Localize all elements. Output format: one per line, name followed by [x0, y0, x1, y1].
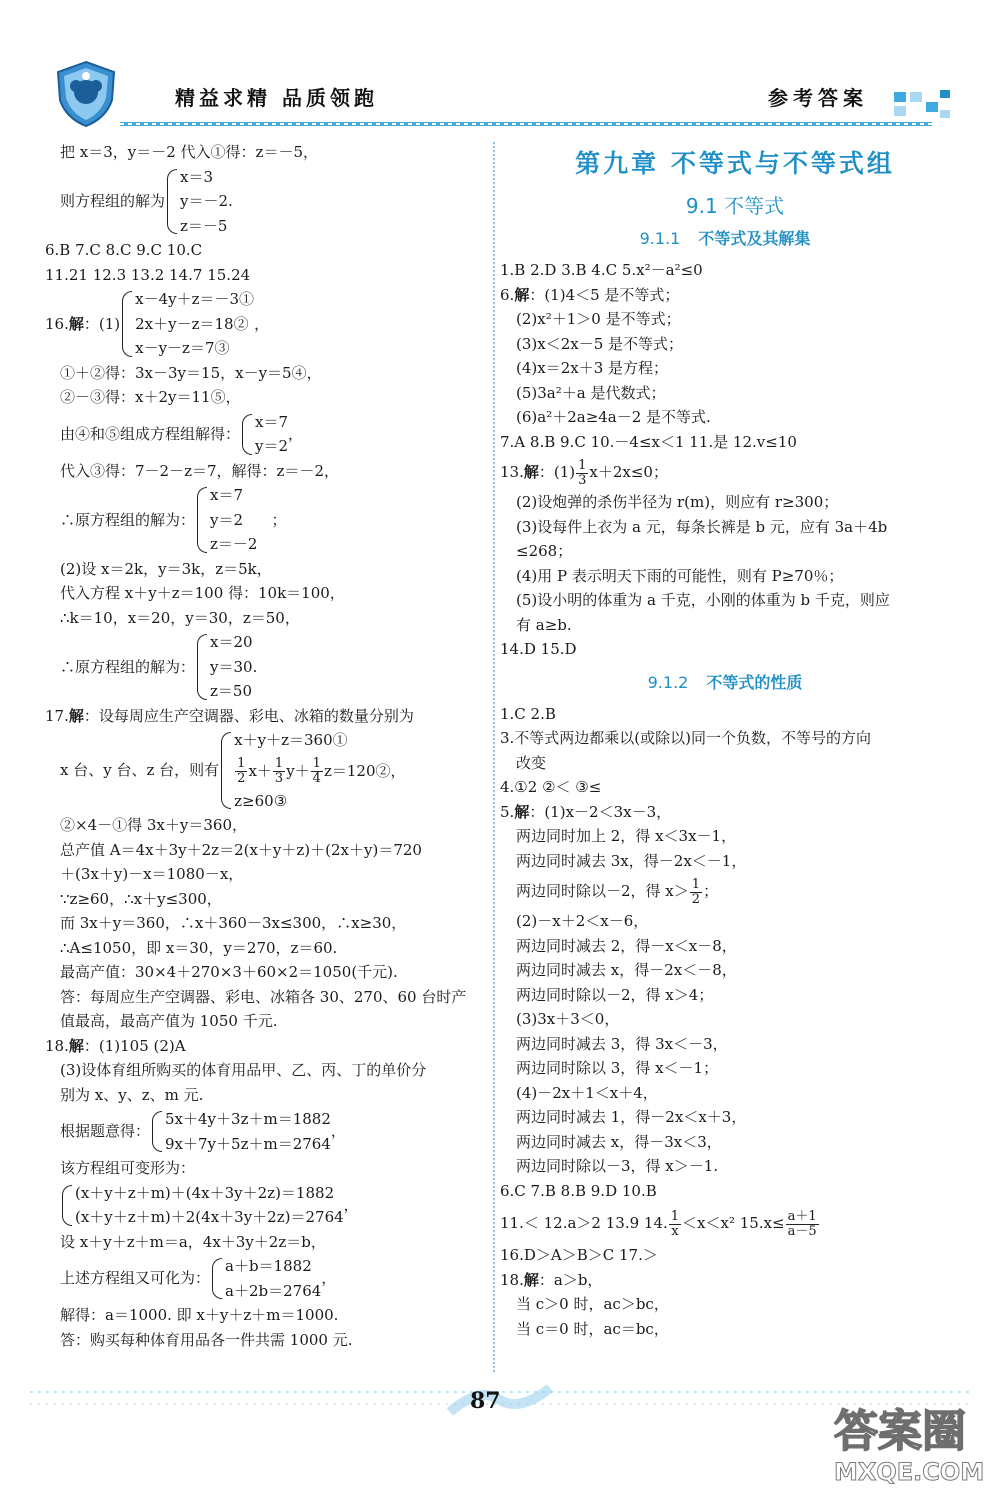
system-label: ∴原方程组的解为：: [60, 510, 196, 529]
text-line: ①＋②得：3x－3y＝15，x－y＝5④，: [60, 363, 322, 382]
system-line: a＋2b＝2764: [225, 1281, 322, 1300]
fraction: [273, 757, 285, 786]
text-line: 两边同时除以－3，得 x＞－1.: [516, 1157, 719, 1175]
text-line: 6.B 7.C 8.C 9.C 10.C: [45, 241, 203, 259]
system-line: 5x＋4y＋3z＋m＝1882: [165, 1110, 331, 1128]
text-span: ：a＞b，: [538, 1270, 603, 1289]
text-line: 两边同时减去 2，得－x＜x－8，: [516, 936, 737, 955]
section-title: 9.1 不等式: [685, 194, 785, 218]
left-brace-icon: [122, 291, 132, 357]
solve-label: 解: [523, 1270, 539, 1289]
left-brace-icon: [197, 487, 207, 553]
item-number: 17.: [45, 706, 69, 725]
equation-system: [60, 1181, 490, 1230]
text-line: [500, 454, 950, 490]
text-line: 两边同时减去 1，得－2x＜x＋3，: [516, 1108, 747, 1126]
text-span: ，: [343, 1195, 359, 1214]
text-line: [45, 704, 490, 729]
text-line: 有 a≥b.: [516, 615, 572, 634]
system-line: z＝－2: [210, 535, 258, 553]
solve-label: 解: [68, 314, 84, 333]
system-line: x＝20: [210, 633, 253, 651]
left-brace-icon: [167, 169, 177, 235]
solve-label: 解: [514, 802, 530, 821]
fraction-denominator: a－5: [787, 1223, 817, 1239]
text-line: (3)x＜2x－5 是不等式；: [516, 334, 684, 353]
text-line: 改变: [516, 753, 547, 772]
left-column: [45, 140, 490, 1352]
text-line: (3)3x＋3＜0，: [516, 1010, 620, 1028]
subsection-number: 9.1.2: [647, 672, 689, 692]
text-line: [45, 1034, 490, 1059]
text-line: ＋(3x＋y)－x＝1080－x，: [60, 865, 244, 883]
text-line: (6)a²＋2a≥4a－2 是不等式.: [516, 408, 711, 426]
text-line: ∴k＝10，x＝20，y＝30，z＝50，: [60, 608, 300, 627]
header-rule: [120, 120, 932, 128]
text-span: ：设每周应生产空调器、彩电、冰箱的数量分别为: [83, 706, 414, 725]
item-number: 16.: [45, 314, 69, 333]
fraction-denominator: 2: [237, 771, 246, 786]
subsection-title: [500, 668, 950, 698]
text-line: (5)设小明的体重为 a 千克，小刚的体重为 b 千克，则应: [516, 591, 890, 609]
text-line: (4)x＝2x＋3 是方程；: [516, 359, 669, 377]
item-number: 18.: [45, 1036, 69, 1055]
system-label: 则方程组的解为: [60, 192, 166, 210]
text-line: 14.D 15.D: [500, 640, 577, 658]
left-brace-icon: [242, 414, 252, 455]
text-line: [500, 1268, 950, 1293]
text-line: (3)设每件上衣为 a 元，每条长裤是 b 元，应有 3a＋4b: [516, 517, 888, 536]
left-brace-icon: [212, 1258, 222, 1299]
text-line: ②－③得：x＋2y＝11⑤，: [60, 388, 241, 406]
header-slogan: 精益求精 品质领跑: [175, 86, 378, 110]
text-line: (4)用 P 表示明天下雨的可能性，则有 P≥70％；: [516, 566, 844, 585]
page-header: [40, 58, 950, 138]
text-span: ，: [254, 314, 270, 333]
text-line: [500, 283, 950, 308]
equation-system: [60, 1107, 490, 1156]
item-number: 18.: [500, 1270, 524, 1289]
system-label: ∴原方程组的解为：: [60, 657, 196, 676]
text-line: 答：每周应生产空调器、彩电、冰箱各 30、270、60 台时产: [60, 987, 467, 1006]
text-line: 答：购买每种体育用品各一件共需 1000 元.: [60, 1330, 353, 1349]
left-brace-icon: [221, 732, 231, 809]
text-span: x＋2x≤0；: [589, 463, 668, 481]
header-decoration-icon: [892, 88, 952, 122]
text-line: 代入③得：7－2－z＝7，解得：z＝－2，: [60, 461, 339, 480]
text-span: ；: [703, 882, 719, 900]
text-span: x＋: [248, 761, 272, 780]
text-line: 当 c＞0 时，ac＞bc，: [516, 1295, 669, 1313]
fraction-denominator: 3: [274, 771, 284, 786]
text-line: 当 c＝0 时，ac＝bc，: [516, 1319, 669, 1338]
column-divider: [493, 142, 495, 1372]
text-line: 两边同时减去 x，得－2x＜－8，: [516, 961, 737, 979]
fraction: [690, 878, 702, 907]
solve-label: 解: [68, 706, 84, 725]
text-line: 11.21 12.3 13.2 14.7 15.24: [45, 265, 251, 284]
system-line: 2x＋y－z＝18②: [135, 314, 249, 333]
page-number: 87: [470, 1388, 501, 1414]
subsection-label: 不等式的性质: [706, 672, 803, 692]
watermark-text: 答案圈: [834, 1406, 966, 1457]
system-line: z≥60③: [234, 791, 288, 810]
equation-system: [60, 410, 490, 459]
system-label: 上述方程组又可化为：: [60, 1269, 211, 1288]
system-line: x＋y＋z＝360①: [234, 731, 348, 749]
text-line: 16.D＞A＞B＞C 17.＞: [500, 1246, 658, 1264]
fraction-numerator: 1: [691, 876, 701, 892]
system-line: (x＋y＋z＋m)＋(4x＋3y＋2z)＝1882: [75, 1183, 335, 1202]
text-line: 别为 x、y、z、m 元.: [60, 1085, 204, 1104]
equation-system: [60, 1254, 490, 1303]
item-number: 5.: [500, 802, 515, 821]
equation-system: [60, 630, 490, 704]
text-line: 两边同时减去 3，得 3x＜－3，: [516, 1034, 728, 1053]
text-span: ，: [330, 1122, 346, 1141]
text-line: (2)－x＋2＜x－6，: [516, 912, 649, 930]
text-span: ：(1)x－2＜3x－3，: [529, 802, 672, 821]
system-line: 9x＋7y＋5z＋m＝2764: [165, 1134, 331, 1153]
text-line: 两边同时减去 3x，得－2x＜－1，: [516, 851, 747, 870]
text-line: 4.①2 ②＜ ③≤: [500, 778, 602, 796]
system-line: y＝30.: [210, 657, 258, 676]
equation-system: [60, 728, 490, 813]
subsection-number: 9.1.1: [639, 229, 681, 248]
shield-logo-icon: [50, 58, 122, 130]
text-line: 设 x＋y＋z＋m＝a，4x＋3y＋2z＝b，: [60, 1232, 326, 1251]
text-span: ：(1): [83, 314, 121, 333]
fraction: [235, 757, 247, 786]
item-number: 13.: [500, 463, 524, 481]
system-line: z＝50: [210, 682, 253, 700]
text-line: (2)设 x＝2k，y＝3k，z＝5k，: [60, 559, 272, 578]
text-span: ，: [321, 1269, 337, 1288]
system-line: x－4y＋z＝－3①: [135, 290, 255, 308]
text-line: 把 x＝3，y＝－2 代入①得：z＝－5，: [60, 143, 319, 161]
text-line: 7.A 8.B 9.C 10.－4≤x＜1 11.是 12.v≤10: [500, 432, 797, 451]
system-line: x＝3: [180, 167, 214, 186]
text-line: 总产值 A＝4x＋3y＋2z＝2(x＋y＋z)＋(2x＋y)＝720: [60, 840, 422, 859]
fraction: [786, 1210, 819, 1239]
subsection-title: [500, 224, 950, 254]
text-span: 11.＜ 12.a＞2 13.9 14.: [500, 1214, 668, 1232]
fraction-denominator: 3: [578, 472, 587, 488]
left-brace-icon: [197, 634, 207, 700]
text-span: ＜x＜x² 15.x≤: [682, 1214, 785, 1232]
system-line: [234, 753, 405, 789]
watermark-url: MXQE.COM: [834, 1458, 985, 1486]
text-line: ≤268；: [516, 542, 573, 560]
text-line: [500, 873, 950, 909]
left-brace-icon: [152, 1111, 162, 1152]
fraction-denominator: x: [671, 1223, 679, 1239]
text-line: 3.不等式两边都乘以(或除以)同一个负数，不等号的方向: [500, 729, 872, 747]
system-line: y＝－2.: [180, 192, 233, 210]
fraction-numerator: a＋1: [787, 1208, 817, 1224]
system-line: x＝7: [255, 412, 289, 431]
fraction: [669, 1210, 681, 1239]
text-line: 1.C 2.B: [500, 704, 556, 723]
text-span: ，: [288, 424, 304, 443]
equation-system: [60, 165, 490, 239]
text-line: 最高产值：30×4＋270×3＋60×2＝1050(千元).: [60, 963, 398, 981]
text-line: 两边同时除以－2，得 x＞4；: [516, 985, 714, 1004]
equation-system: [60, 483, 490, 557]
text-line: (2)x²＋1＞0 是不等式；: [516, 310, 681, 328]
solve-label: 解: [514, 285, 530, 304]
solve-label: 解: [68, 1036, 84, 1055]
subsection-label: 不等式及其解集: [698, 229, 811, 248]
text-line: 两边同时加上 2，得 x＜3x－1，: [516, 827, 737, 845]
system-label: 由④和⑤组成方程组解得：: [60, 424, 241, 443]
text-line: ②×4－①得 3x＋y＝360，: [60, 816, 247, 834]
item-number: 6.: [500, 285, 515, 304]
system-label: x 台、y 台、z 台，则有: [60, 761, 220, 780]
text-line: 解得：a＝1000. 即 x＋y＋z＋m＝1000.: [60, 1306, 339, 1324]
fraction: [311, 757, 323, 786]
system-line: (x＋y＋z＋m)＋2(4x＋3y＋2z)＝2764: [75, 1208, 344, 1226]
text-span: ：(1)105 (2)A: [83, 1036, 186, 1055]
text-line: 两边同时除以 3，得 x＜－1；: [516, 1059, 719, 1077]
text-line: ∴A≤1050，即 x＝30，y＝270，z＝60.: [60, 938, 338, 957]
text-line: [500, 800, 950, 825]
text-line: 1.B 2.D 3.B 4.C 5.x²－a²≤0: [500, 261, 703, 279]
system-line: z＝－5: [180, 216, 228, 235]
left-brace-icon: [62, 1185, 72, 1226]
equation-system: [45, 287, 490, 361]
right-column: [500, 140, 950, 1341]
text-line: (3)设体育组所购买的体育用品甲、乙、丙、丁的单价分: [60, 1061, 427, 1079]
text-line: ∵z≥60，∴x＋y≤300，: [60, 889, 222, 908]
text-line: 值最高，最高产值为 1050 千元.: [60, 1012, 278, 1030]
system-line: x－y－z＝7③: [135, 339, 230, 357]
text-line: 6.C 7.B 8.B 9.D 10.B: [500, 1181, 657, 1200]
fraction-numerator: 1: [670, 1208, 680, 1224]
system-line: y＝2: [255, 437, 289, 455]
fraction-denominator: 4: [312, 771, 321, 786]
fraction-numerator: 1: [312, 756, 321, 771]
text-line: 代入方程 x＋y＋z＝100 得：10k＝100，: [60, 584, 345, 602]
system-label: 根据题意得：: [60, 1122, 151, 1141]
text-span: ；: [271, 510, 287, 529]
fraction-numerator: 1: [578, 457, 587, 473]
solve-label: 解: [523, 463, 539, 481]
text-span: ：(1): [538, 463, 576, 481]
chapter-title: 第九章 不等式与不等式组: [575, 149, 895, 178]
fraction-numerator: 1: [237, 756, 246, 771]
text-line: (5)3a²＋a 是代数式；: [516, 383, 666, 402]
fraction-numerator: 1: [274, 756, 284, 771]
fraction: [576, 459, 588, 488]
text-span: z＝120②，: [323, 761, 406, 780]
watermark-logo-icon: [830, 1392, 990, 1488]
text-line: [500, 1203, 950, 1243]
text-span: y＋: [286, 761, 310, 780]
system-line: y＝2: [210, 510, 244, 529]
text-line: 该方程组可变形为：: [60, 1159, 196, 1177]
system-line: x＝7: [210, 486, 244, 504]
text-span: ：(1)4＜5 是不等式；: [529, 285, 680, 304]
text-line: 而 3x＋y＝360，∴x＋360－3x≤300，∴x≥30，: [60, 914, 407, 932]
text-line: (4)－2x＋1＜x＋4，: [516, 1083, 658, 1102]
text-line: (2)设炮弹的杀伤半径为 r(m)，则应有 r≥300；: [516, 493, 839, 511]
text-span: 两边同时除以－2，得 x＞: [516, 882, 689, 900]
system-line: a＋b＝1882: [225, 1257, 312, 1275]
text-line: 两边同时减去 x，得－3x＜3，: [516, 1132, 722, 1151]
header-section-tag: 参考答案: [768, 86, 868, 110]
fraction-denominator: 2: [691, 891, 701, 907]
